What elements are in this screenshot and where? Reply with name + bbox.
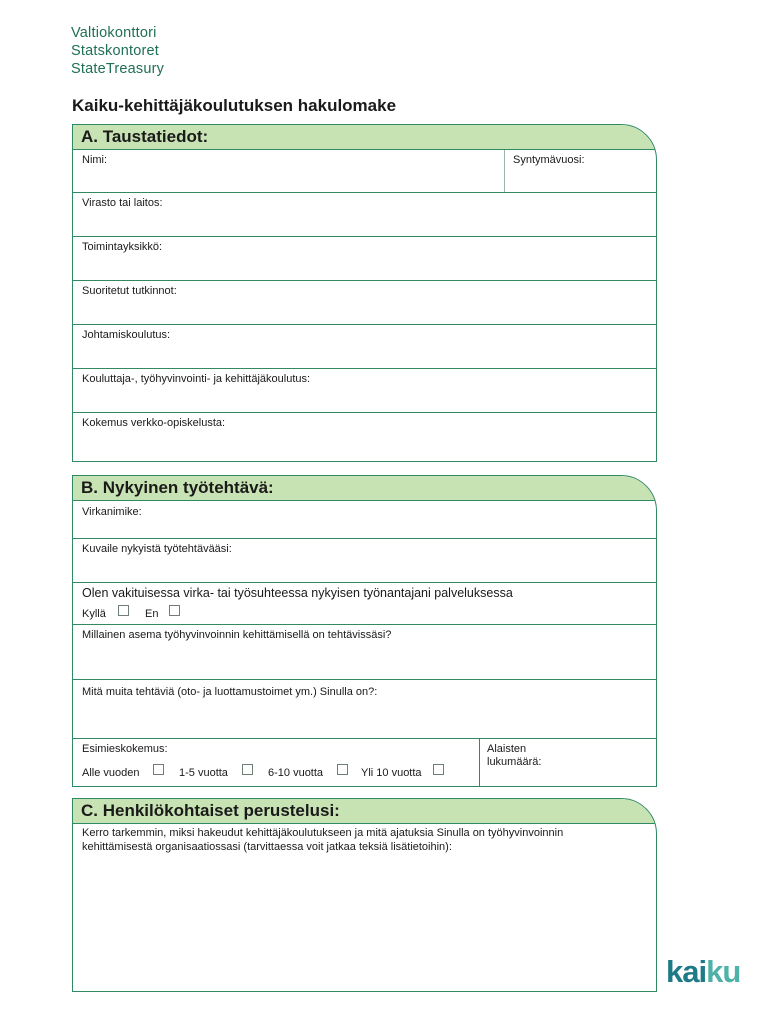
reasons-row[interactable] [73, 824, 656, 992]
logo-line-3: StateTreasury [71, 61, 165, 77]
agency-row[interactable] [73, 193, 656, 237]
kaiku-logo-accent: ku [706, 954, 741, 989]
reasons-line-1: Kerro tarkemmin, miksi hakeudut kehittäjäkoulutukseen ja mitä ajatuksia Sinulla on työhyvinvoinnin [82, 827, 564, 839]
online-row[interactable] [73, 413, 656, 462]
job-title-label: Virkanimike: [82, 506, 142, 518]
divider [479, 739, 480, 787]
position-label: Millainen asema työhyvinvoinnin kehittämisellä on tehtävissäsi? [82, 629, 392, 641]
section-a-heading: A. Taustatiedot: [73, 125, 656, 150]
no-checkbox[interactable] [169, 605, 180, 616]
kaiku-logo-main: kai [666, 954, 707, 989]
supervisor-row [73, 739, 656, 787]
trainer-label: Kouluttaja-, työhyvinvointi- ja kehittäjäkoulutus: [82, 373, 311, 385]
no-label: En [145, 608, 159, 620]
leadership-label: Johtamiskoulutus: [82, 329, 171, 341]
supervisor-label: Esimieskokemus: [82, 743, 168, 755]
leadership-row[interactable] [73, 325, 656, 369]
state-treasury-logo [71, 24, 164, 78]
section-b-heading: B. Nykyinen työtehtävä: [73, 476, 656, 501]
describe-label: Kuvaile nykyistä työtehtävääsi: [82, 543, 232, 555]
trainer-row[interactable] [73, 369, 656, 413]
other-tasks-row[interactable] [73, 680, 656, 739]
over10-checkbox[interactable] [433, 764, 444, 775]
name-row[interactable] [73, 150, 656, 193]
section-b [72, 475, 657, 787]
divider [504, 150, 505, 192]
y1-5-label: 1-5 vuotta [179, 767, 228, 779]
online-label: Kokemus verkko-opiskelusta: [82, 417, 226, 429]
unit-label: Toimintayksikkö: [82, 241, 163, 253]
y1-5-checkbox[interactable] [242, 764, 253, 775]
permanent-row [73, 583, 656, 625]
over10-label: Yli 10 vuotta [361, 767, 422, 779]
permanent-label: Olen vakituisessa virka- tai työsuhteessa nykyisen työnantajani palveluksessa [82, 586, 513, 600]
describe-row[interactable] [73, 539, 656, 583]
kaiku-logo [666, 954, 740, 990]
y6-10-checkbox[interactable] [337, 764, 348, 775]
other-tasks-label: Mitä muita tehtäviä (oto- ja luottamustoimet ym.) Sinulla on?: [82, 686, 378, 698]
position-row[interactable] [73, 625, 656, 680]
y6-10-label: 6-10 vuotta [268, 767, 324, 779]
name-label: Nimi: [82, 154, 108, 166]
job-title-row[interactable] [73, 501, 656, 539]
subordinates-label-1: Alaisten [487, 743, 527, 755]
section-c [72, 798, 657, 992]
section-a [72, 124, 657, 462]
yes-label: Kyllä [82, 608, 106, 620]
reasons-line-2: kehittämisestä organisaatiossasi (tarvittaessa voit jatkaa teksiä lisätietoihin): [82, 841, 452, 853]
unit-row[interactable] [73, 237, 656, 281]
under-year-checkbox[interactable] [153, 764, 164, 775]
section-c-heading: C. Henkilökohtaiset perustelusi: [73, 799, 656, 824]
form-title: Kaiku-kehittäjäkoulutuksen hakulomake [72, 96, 397, 115]
yes-checkbox[interactable] [118, 605, 129, 616]
logo-line-1: Valtiokonttori [71, 25, 157, 41]
subordinates-label-2: lukumäärä: [487, 756, 542, 768]
logo-line-2: Statskontoret [71, 43, 160, 59]
degrees-label: Suoritetut tutkinnot: [82, 285, 177, 297]
agency-label: Virasto tai laitos: [82, 197, 163, 209]
degrees-row[interactable] [73, 281, 656, 325]
under-year-label: Alle vuoden [82, 767, 140, 779]
birth-year-label: Syntymävuosi: [513, 154, 585, 166]
